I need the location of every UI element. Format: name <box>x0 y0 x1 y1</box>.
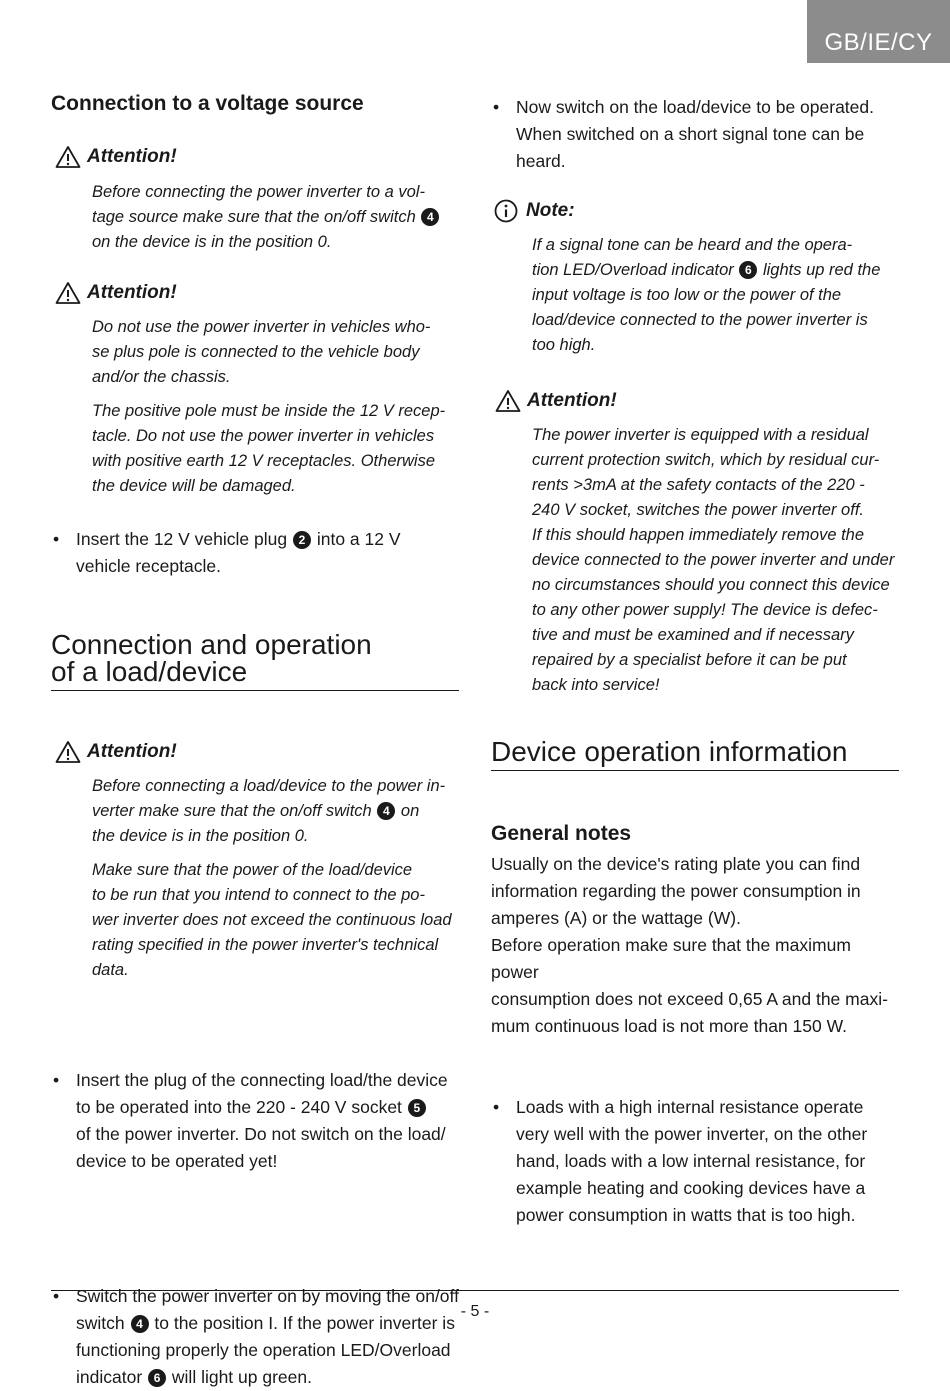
text-line: tacle. Do not use the power inverter in vehicles <box>92 427 435 445</box>
bullet-marker: • <box>53 1286 60 1306</box>
text-line: Make sure that the power of the load/device <box>92 861 413 879</box>
text-line: The positive pole must be inside the 12 V recep- <box>92 402 446 420</box>
text-span: indicator <box>76 1367 143 1387</box>
text-line: amperes (A) or the wattage (W). <box>491 908 741 928</box>
text-line <box>532 258 902 283</box>
text-span: on <box>400 802 420 820</box>
text-line: hand, loads with a low internal resistance, for <box>516 1151 866 1171</box>
text-line: data. <box>92 961 129 979</box>
warning-triangle-icon <box>55 740 81 764</box>
number-4-marker: 4 <box>421 208 439 226</box>
attention-title: Attention! <box>87 282 177 303</box>
attention-heading <box>55 145 177 169</box>
language-label: GB/IE/CY <box>824 29 933 56</box>
attention-title: Attention! <box>87 146 177 167</box>
bullet-marker: • <box>493 97 500 117</box>
text-line: Do not use the power inverter in vehicles who- <box>92 318 431 336</box>
text-line: Switch the power inverter on by moving the on/off <box>76 1286 459 1306</box>
attention-title: Attention! <box>87 741 177 762</box>
attention-text <box>92 315 462 390</box>
bullet-marker: • <box>53 529 60 549</box>
section-title-device-operation: Device operation information <box>491 738 899 771</box>
number-5-marker: 5 <box>408 1099 426 1117</box>
text-line: tive and must be examined and if necessary <box>532 626 854 644</box>
page-number: - 5 - <box>460 1303 490 1320</box>
text-line: with positive earth 12 V receptacles. Otherwise <box>92 452 435 470</box>
text-line: input voltage is too low or the power of the <box>532 286 842 304</box>
note-title: Note: <box>526 200 575 221</box>
general-notes-text <box>491 851 901 1040</box>
left-column <box>51 0 459 1387</box>
text-line: 240 V socket, switches the power inverter off. <box>532 501 864 519</box>
text-line: device connected to the power inverter and under <box>532 551 895 569</box>
list-item <box>51 526 484 580</box>
text-line <box>76 1364 484 1391</box>
text-line: If this should happen immediately remove the <box>532 526 865 544</box>
text-line: and/or the chassis. <box>92 368 231 386</box>
bullet-marker: • <box>53 1070 60 1090</box>
list-item <box>51 1283 484 1391</box>
text-line <box>92 205 462 230</box>
section-title-connection-operation <box>51 631 459 691</box>
info-icon <box>494 199 520 223</box>
text-span: into a 12 V <box>316 529 401 549</box>
text-line: on the device is in the position 0. <box>92 233 332 251</box>
text-line: device to be operated yet! <box>76 1151 278 1171</box>
text-line: vehicle receptacle. <box>76 556 221 576</box>
text-line: repaired by a specialist before it can be put <box>532 651 847 669</box>
text-line: current protection switch, which by residual cur- <box>532 451 880 469</box>
text-span: switch <box>76 1313 125 1333</box>
note-heading <box>494 199 575 223</box>
text-line: heard. <box>516 151 566 171</box>
list-item <box>491 94 924 175</box>
attention-text <box>532 423 902 698</box>
bullet-marker: • <box>493 1097 500 1117</box>
text-span: tage source make sure that the on/off switch <box>92 208 416 226</box>
text-line: the device is in the position 0. <box>92 827 309 845</box>
number-6-marker: 6 <box>148 1369 166 1387</box>
attention-text <box>92 399 462 499</box>
text-line: se plus pole is connected to the vehicle body <box>92 343 420 361</box>
text-line: Insert the plug of the connecting load/the device <box>76 1070 448 1090</box>
right-column <box>491 0 899 1225</box>
text-line: consumption does not exceed 0,65 A and the maxi- <box>491 989 888 1009</box>
text-line: to be run that you intend to connect to the po- <box>92 886 425 904</box>
note-text <box>532 233 902 358</box>
text-line: rents >3mA at the safety contacts of the 220 - <box>532 476 865 494</box>
text-span: tion LED/Overload indicator <box>532 261 734 279</box>
text-line: back into service! <box>532 676 660 694</box>
text-line: When switched on a short signal tone can be <box>516 124 865 144</box>
text-line: of the power inverter. Do not switch on the load/ <box>76 1124 446 1144</box>
text-span: verter make sure that the on/off switch <box>92 802 372 820</box>
text-line: wer inverter does not exceed the continuous load <box>92 911 452 929</box>
text-line: very well with the power inverter, on the other <box>516 1124 868 1144</box>
text-line: Before operation make sure that the maximum power <box>491 935 851 982</box>
text-line: Usually on the device's rating plate you can find <box>491 854 861 874</box>
footer-divider <box>51 1290 899 1291</box>
text-line: too high. <box>532 336 596 354</box>
attention-text <box>92 774 462 849</box>
text-span: Insert the 12 V vehicle plug <box>76 529 288 549</box>
number-2-marker: 2 <box>293 531 311 549</box>
title-line: of a load/device <box>51 656 248 687</box>
text-line: If a signal tone can be heard and the opera- <box>532 236 853 254</box>
text-line: Now switch on the load/device to be operated. <box>516 97 874 117</box>
text-line: power consumption in watts that is too high. <box>516 1205 856 1225</box>
text-line <box>76 526 484 553</box>
text-line: mum continuous load is not more than 150 W. <box>491 1016 848 1036</box>
attention-heading <box>495 389 617 413</box>
text-line: Before connecting a load/device to the power in- <box>92 777 446 795</box>
list-item <box>51 1067 484 1175</box>
attention-heading <box>55 740 177 764</box>
number-6-marker: 6 <box>739 261 757 279</box>
text-span: will light up green. <box>171 1367 312 1387</box>
text-line: functioning properly the operation LED/Overload <box>76 1340 451 1360</box>
text-span: to be operated into the 220 - 240 V socket <box>76 1097 402 1117</box>
text-line: Loads with a high internal resistance operate <box>516 1097 864 1117</box>
warning-triangle-icon <box>495 389 521 413</box>
attention-title: Attention! <box>527 390 617 411</box>
text-line: load/device connected to the power inverter is <box>532 311 868 329</box>
attention-text <box>92 180 462 255</box>
text-line: to any other power supply! The device is defec- <box>532 601 878 619</box>
text-line <box>92 799 462 824</box>
subsection-title-general-notes: General notes <box>491 822 632 845</box>
section-title-voltage-source: Connection to a voltage source <box>51 92 364 115</box>
text-span: to the position I. If the power inverter is <box>154 1313 455 1333</box>
attention-text <box>92 858 462 983</box>
warning-triangle-icon <box>55 145 81 169</box>
title-line: Connection and operation <box>51 629 372 660</box>
number-4-marker: 4 <box>377 802 395 820</box>
text-line: the device will be damaged. <box>92 477 296 495</box>
text-span: lights up red the <box>762 261 881 279</box>
text-line: Before connecting the power inverter to a vol- <box>92 183 425 201</box>
attention-heading <box>55 281 177 305</box>
text-line: example heating and cooking devices have a <box>516 1178 866 1198</box>
text-line <box>76 1094 484 1121</box>
text-line: no circumstances should you connect this device <box>532 576 890 594</box>
number-4-marker: 4 <box>131 1315 149 1333</box>
warning-triangle-icon <box>55 281 81 305</box>
list-item <box>491 1094 924 1229</box>
text-line: The power inverter is equipped with a residual <box>532 426 869 444</box>
text-line: information regarding the power consumption in <box>491 881 861 901</box>
text-line: rating specified in the power inverter's technical <box>92 936 439 954</box>
